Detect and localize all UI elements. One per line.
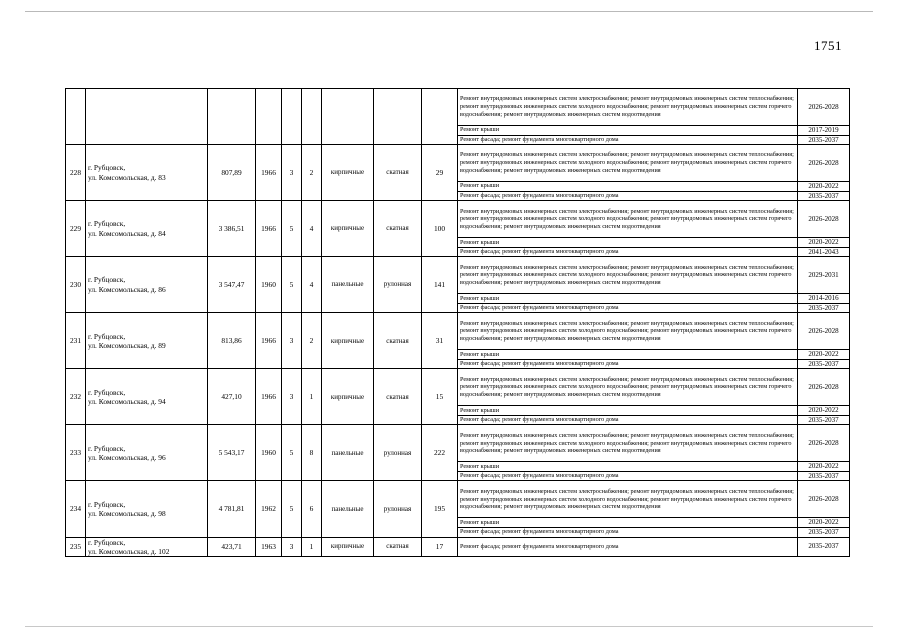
row-period: 2026-2028 [798, 89, 850, 126]
row-walls: панельные [322, 481, 374, 537]
table-row [66, 89, 850, 126]
row-flats: 195 [422, 481, 458, 537]
row-roof-type: скатная [374, 369, 422, 425]
row-period: 2035-2037 [798, 527, 850, 537]
table-row [66, 481, 850, 518]
row-works-engineering: Ремонт внутридомовых инженерных систем электроснабжения; ремонт внутридомовых инженерных систем теплоснабжения; ремонт внутридомовых инженерных систем холодного водоснабжения; ремонт внутридомовых инженерных систем горячего водоснабжения; ремонт внутридомовых инженерных систем водоотведения [458, 481, 798, 518]
row-number: 235 [66, 537, 86, 557]
row-area: 3 547,47 [208, 257, 256, 313]
row-address: г. Рубцовск, ул. Комсомольская, д. 96 [86, 425, 208, 481]
row-roof-type: рулонная [374, 425, 422, 481]
table-row [66, 313, 850, 350]
row-year: 1960 [256, 257, 282, 313]
row-period: 2026-2028 [798, 481, 850, 518]
row-year: 1966 [256, 313, 282, 369]
row-area: 427,10 [208, 369, 256, 425]
row-works-facade_foundation: Ремонт фасада; ремонт фундамента многоквартирного дома [458, 303, 798, 313]
row-works-roof: Ремонт крыши [458, 350, 798, 360]
row-flats: 31 [422, 313, 458, 369]
row-walls [322, 89, 374, 145]
row-works-facade_foundation: Ремонт фасада; ремонт фундамента многоквартирного дома [458, 471, 798, 481]
row-flats [422, 89, 458, 145]
row-walls: кирпичные [322, 369, 374, 425]
table-row [66, 201, 850, 238]
row-floors: 3 [282, 537, 302, 557]
row-works-engineering: Ремонт внутридомовых инженерных систем электроснабжения; ремонт внутридомовых инженерных систем теплоснабжения; ремонт внутридомовых инженерных систем холодного водоснабжения; ремонт внутридомовых инженерных систем горячего водоснабжения; ремонт внутридомовых инженерных систем водоотведения [458, 145, 798, 182]
row-year: 1966 [256, 369, 282, 425]
row-works-engineering: Ремонт внутридомовых инженерных систем электроснабжения; ремонт внутридомовых инженерных систем теплоснабжения; ремонт внутридомовых инженерных систем холодного водоснабжения; ремонт внутридомовых инженерных систем горячего водоснабжения; ремонт внутридомовых инженерных систем водоотведения [458, 257, 798, 294]
row-floors: 5 [282, 481, 302, 537]
row-address: г. Рубцовск, ул. Комсомольская, д. 89 [86, 313, 208, 369]
row-number [66, 89, 86, 145]
row-year: 1960 [256, 425, 282, 481]
row-period: 2035-2037 [798, 359, 850, 369]
row-period: 2035-2037 [798, 135, 850, 145]
row-address: г. Рубцовск, ул. Комсомольская, д. 98 [86, 481, 208, 537]
row-area: 807,89 [208, 145, 256, 201]
row-period: 2020-2022 [798, 406, 850, 416]
row-number: 232 [66, 369, 86, 425]
row-year: 1962 [256, 481, 282, 537]
table-row [66, 537, 850, 557]
row-period: 2026-2028 [798, 145, 850, 182]
row-period: 2020-2022 [798, 350, 850, 360]
row-number: 233 [66, 425, 86, 481]
row-walls: кирпичные [322, 537, 374, 557]
row-area: 423,71 [208, 537, 256, 557]
row-works-facade_foundation: Ремонт фасада; ремонт фундамента многоквартирного дома [458, 527, 798, 537]
row-flats: 141 [422, 257, 458, 313]
row-works-roof: Ремонт крыши [458, 518, 798, 528]
row-walls: кирпичные [322, 145, 374, 201]
row-period: 2017-2019 [798, 126, 850, 136]
table-row [66, 425, 850, 462]
row-roof-type: рулонная [374, 257, 422, 313]
row-works-roof: Ремонт крыши [458, 294, 798, 304]
row-entrances [302, 89, 322, 145]
row-period: 2041-2043 [798, 247, 850, 257]
row-period: 2035-2037 [798, 471, 850, 481]
row-period: 2026-2028 [798, 425, 850, 462]
row-period: 2020-2022 [798, 462, 850, 472]
row-walls: кирпичные [322, 313, 374, 369]
row-works-roof: Ремонт крыши [458, 182, 798, 192]
row-entrances: 2 [302, 313, 322, 369]
row-works-facade_foundation: Ремонт фасада; ремонт фундамента многоквартирного дома [458, 135, 798, 145]
row-area [208, 89, 256, 145]
row-works-roof: Ремонт крыши [458, 406, 798, 416]
row-roof-type: скатная [374, 145, 422, 201]
row-number: 234 [66, 481, 86, 537]
row-flats: 15 [422, 369, 458, 425]
row-number: 228 [66, 145, 86, 201]
row-year: 1963 [256, 537, 282, 557]
row-area: 4 781,81 [208, 481, 256, 537]
bottom-divider [25, 626, 873, 627]
row-works-facade_foundation: Ремонт фасада; ремонт фундамента многоквартирного дома [458, 537, 798, 557]
row-flats: 17 [422, 537, 458, 557]
row-roof-type: скатная [374, 313, 422, 369]
row-address: г. Рубцовск, ул. Комсомольская, д. 84 [86, 201, 208, 257]
row-works-engineering: Ремонт внутридомовых инженерных систем электроснабжения; ремонт внутридомовых инженерных систем теплоснабжения; ремонт внутридомовых инженерных систем холодного водоснабжения; ремонт внутридомовых инженерных систем горячего водоснабжения; ремонт внутридомовых инженерных систем водоотведения [458, 313, 798, 350]
row-walls: кирпичные [322, 201, 374, 257]
row-address: г. Рубцовск, ул. Комсомольская, д. 94 [86, 369, 208, 425]
row-number: 231 [66, 313, 86, 369]
row-period: 2020-2022 [798, 238, 850, 248]
row-works-facade_foundation: Ремонт фасада; ремонт фундамента многоквартирного дома [458, 191, 798, 201]
row-works-engineering: Ремонт внутридомовых инженерных систем электроснабжения; ремонт внутридомовых инженерных систем теплоснабжения; ремонт внутридомовых инженерных систем холодного водоснабжения; ремонт внутридомовых инженерных систем горячего водоснабжения; ремонт внутридомовых инженерных систем водоотведения [458, 89, 798, 126]
row-works-roof: Ремонт крыши [458, 126, 798, 136]
row-entrances: 6 [302, 481, 322, 537]
row-floors: 3 [282, 313, 302, 369]
row-flats: 29 [422, 145, 458, 201]
row-entrances: 8 [302, 425, 322, 481]
row-roof-type: скатная [374, 537, 422, 557]
row-period: 2026-2028 [798, 201, 850, 238]
row-area: 813,86 [208, 313, 256, 369]
row-works-engineering: Ремонт внутридомовых инженерных систем электроснабжения; ремонт внутридомовых инженерных систем теплоснабжения; ремонт внутридомовых инженерных систем холодного водоснабжения; ремонт внутридомовых инженерных систем горячего водоснабжения; ремонт внутридомовых инженерных систем водоотведения [458, 201, 798, 238]
row-floors: 5 [282, 201, 302, 257]
row-year: 1966 [256, 201, 282, 257]
row-works-facade_foundation: Ремонт фасада; ремонт фундамента многоквартирного дома [458, 415, 798, 425]
top-divider [25, 11, 873, 12]
row-works-engineering: Ремонт внутридомовых инженерных систем электроснабжения; ремонт внутридомовых инженерных систем теплоснабжения; ремонт внутридомовых инженерных систем холодного водоснабжения; ремонт внутридомовых инженерных систем горячего водоснабжения; ремонт внутридомовых инженерных систем водоотведения [458, 369, 798, 406]
row-walls: панельные [322, 425, 374, 481]
row-period: 2014-2016 [798, 294, 850, 304]
row-floors [282, 89, 302, 145]
row-address [86, 89, 208, 145]
row-works-facade_foundation: Ремонт фасада; ремонт фундамента многоквартирного дома [458, 247, 798, 257]
row-number: 229 [66, 201, 86, 257]
row-flats: 222 [422, 425, 458, 481]
table-row [66, 369, 850, 406]
row-flats: 100 [422, 201, 458, 257]
page-number: 1751 [814, 38, 842, 53]
row-year: 1966 [256, 145, 282, 201]
row-entrances: 4 [302, 257, 322, 313]
row-area: 3 386,51 [208, 201, 256, 257]
row-roof-type: скатная [374, 201, 422, 257]
row-period: 2026-2028 [798, 313, 850, 350]
row-area: 5 543,17 [208, 425, 256, 481]
table-row [66, 257, 850, 294]
row-works-engineering: Ремонт внутридомовых инженерных систем электроснабжения; ремонт внутридомовых инженерных систем теплоснабжения; ремонт внутридомовых инженерных систем холодного водоснабжения; ремонт внутридомовых инженерных систем горячего водоснабжения; ремонт внутридомовых инженерных систем водоотведения [458, 425, 798, 462]
row-number: 230 [66, 257, 86, 313]
row-works-facade_foundation: Ремонт фасада; ремонт фундамента многоквартирного дома [458, 359, 798, 369]
row-period: 2035-2037 [798, 415, 850, 425]
row-address: г. Рубцовск, ул. Комсомольская, д. 86 [86, 257, 208, 313]
row-roof-type [374, 89, 422, 145]
row-walls: панельные [322, 257, 374, 313]
row-period: 2020-2022 [798, 518, 850, 528]
capital-repair-registry-table [65, 88, 850, 557]
row-floors: 5 [282, 257, 302, 313]
row-entrances: 4 [302, 201, 322, 257]
row-period: 2020-2022 [798, 182, 850, 192]
row-works-roof: Ремонт крыши [458, 462, 798, 472]
table-row [66, 145, 850, 182]
row-period: 2026-2028 [798, 369, 850, 406]
row-entrances: 1 [302, 537, 322, 557]
row-address: г. Рубцовск, ул. Комсомольская, д. 102 [86, 537, 208, 557]
row-roof-type: рулонная [374, 481, 422, 537]
row-works-roof: Ремонт крыши [458, 238, 798, 248]
row-address: г. Рубцовск, ул. Комсомольская, д. 83 [86, 145, 208, 201]
row-entrances: 2 [302, 145, 322, 201]
row-floors: 3 [282, 369, 302, 425]
row-period: 2035-2037 [798, 537, 850, 557]
row-period: 2035-2037 [798, 303, 850, 313]
row-entrances: 1 [302, 369, 322, 425]
row-period: 2035-2037 [798, 191, 850, 201]
row-floors: 3 [282, 145, 302, 201]
row-floors: 5 [282, 425, 302, 481]
row-period: 2029-2031 [798, 257, 850, 294]
row-year [256, 89, 282, 145]
table-body [66, 89, 850, 557]
